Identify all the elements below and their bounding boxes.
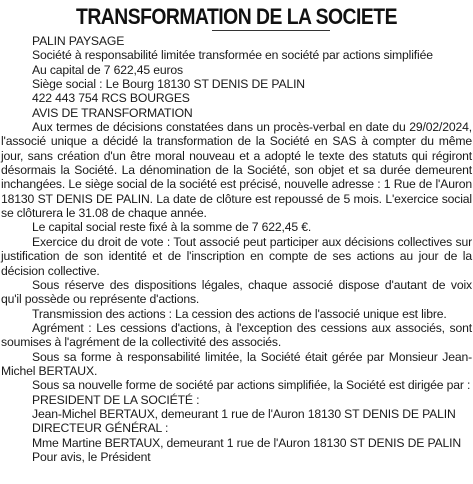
paragraph-voting-rights: Exercice du droit de vote : Tout associé peut participer aux décisions collectives sur justification de son identité et de l'inscription en compte de ses actions au jour de la décision collective.	[1, 234, 472, 278]
paragraph-votes: Sous réserve des dispositions légales, chaque associé dispose d'autant de voix qu'il possède ou représente d'actions.	[1, 277, 472, 307]
notice-title: TRANSFORMATION DE LA SOCIETE	[76, 4, 397, 29]
company-name: PALIN PAYSAGE	[32, 34, 125, 48]
company-rcs: 422 443 754 RCS BOURGES	[32, 91, 190, 106]
company-capital: Au capital de 7 622,45 euros	[32, 62, 183, 77]
notice-heading: AVIS DE TRANSFORMATION	[32, 105, 193, 120]
signature-line: Pour avis, le Président	[32, 449, 151, 464]
director-name: Mme Martine BERTAUX, demeurant 1 rue de l'Auron 18130 ST DENIS DE PALIN	[32, 435, 462, 450]
company-seat: Siège social : Le Bourg 18130 ST DENIS DE PALIN	[32, 77, 305, 92]
paragraph-new-management: Sous sa nouvelle forme de société par actions simplifiée, la Société est dirigée par :	[32, 378, 471, 393]
president-name: Jean-Michel BERTAUX, demeurant 1 rue de l'Auron 18130 ST DENIS DE PALIN	[32, 406, 456, 421]
paragraph-former-management: Sous sa forme à responsabilité limitée, la Société était gérée par Monsieur Jean-Michel BERTAUX.	[1, 349, 472, 378]
paragraph-share-transfer: Transmission des actions : La cession des actions de l'associé unique est libre.	[32, 306, 447, 321]
director-heading: DIRECTEUR GÉNÉRAL :	[32, 421, 169, 436]
paragraph-approval: Agrément : Les cessions d'actions, à l'exception des cessions aux associés, sont soumises à l'agrément de la collectivité des associés.	[1, 320, 472, 350]
title-underline	[212, 30, 330, 31]
president-heading: PRESIDENT DE LA SOCIÉTÉ :	[32, 392, 200, 407]
company-form: Société à responsabilité limitée transformée en société par actions simplifiée	[32, 48, 433, 63]
notice-body	[1, 34, 472, 464]
paragraph-decisions: Aux termes de décisions constatées dans un procès-verbal en date du 29/02/2024, l'associé unique a décidé la transformation de la Société en SAS à compter du même jour, sans création d'un être moral nouveau et a adopté le texte des statuts qui régiront désormais la Société. La dénomination de la Société, son objet et sa durée demeurent inchangées. Le siège social de la société est précisé, nouvelle adresse : 1 Rue de l'Auron 18130 ST DENIS DE PALIN. La date de clôture est repoussé de 5 mois. L'exercice social se clôturera le 31.08 de chaque année.	[1, 120, 472, 221]
paragraph-capital: Le capital social reste fixé à la somme de 7 622,45 €.	[32, 220, 312, 235]
